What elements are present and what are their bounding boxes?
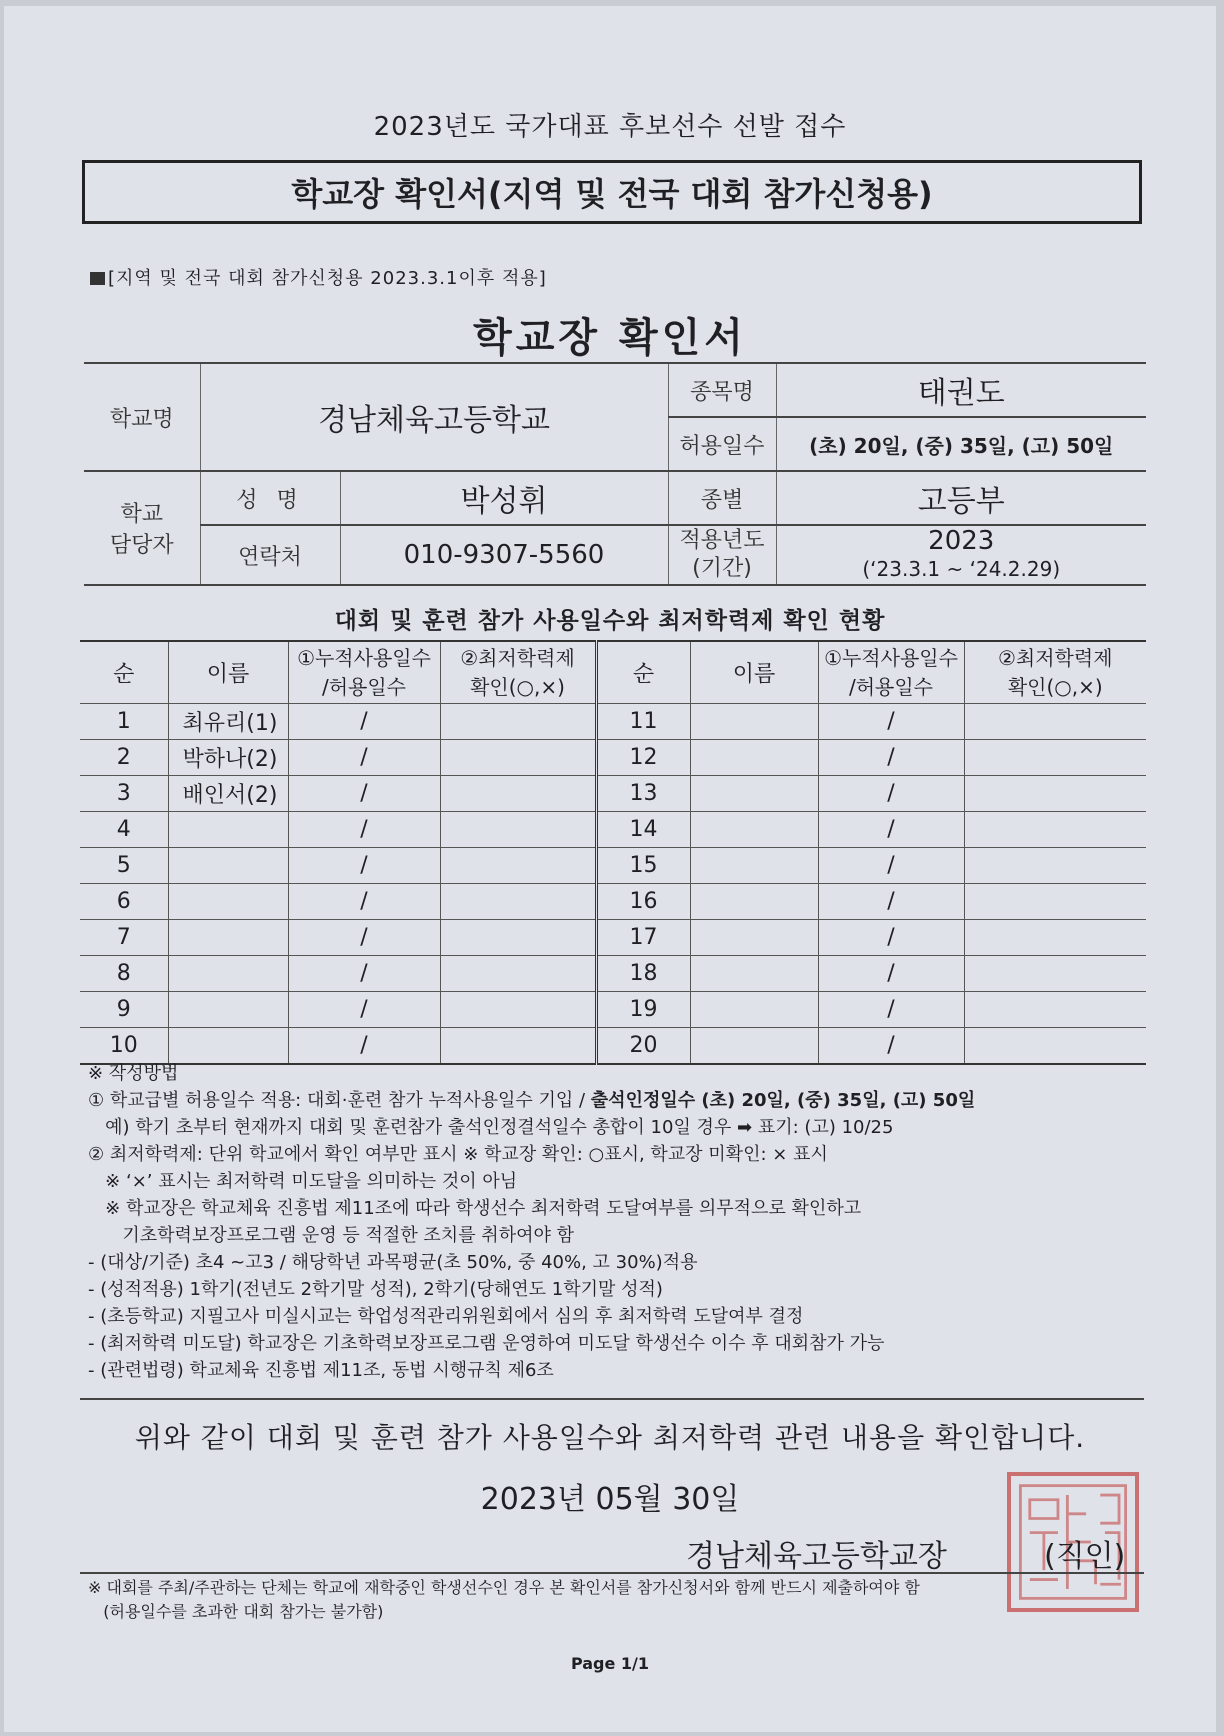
- roster-days: /: [818, 848, 964, 884]
- col-days-line1: ①누적사용일수: [824, 645, 958, 670]
- contact-label: 연락처: [200, 525, 340, 585]
- method-line: 기초학력보장프로그램 운영 등 적절한 조치를 취하여야 함: [88, 1225, 574, 1246]
- roster-no: 6: [80, 884, 168, 920]
- roster-days: /: [818, 776, 964, 812]
- roster-no: 15: [596, 848, 690, 884]
- roster-name: [168, 1028, 288, 1065]
- roster-days: /: [288, 776, 440, 812]
- roster-no: 12: [596, 740, 690, 776]
- roster-row: [80, 740, 1146, 776]
- roster-days: /: [288, 992, 440, 1028]
- confirmation-text: 위와 같이 대회 및 훈련 참가 사용일수와 최저학력 관련 내용을 확인합니다.: [134, 1421, 1086, 1454]
- roster-name: 최유리(1): [168, 704, 288, 740]
- header-line: 2023년도 국가대표 후보선수 선발 접수: [373, 112, 847, 142]
- roster-no: 8: [80, 956, 168, 992]
- manager-label-line2: 담당자: [109, 533, 174, 558]
- roster-row: [80, 1028, 1146, 1065]
- roster-no: 3: [80, 776, 168, 812]
- roster-name: [690, 812, 818, 848]
- roster-name: [690, 776, 818, 812]
- roster-days: /: [818, 884, 964, 920]
- method-line: - (성적적용) 1학기(전년도 2학기말 성적), 2학기(당해연도 1학기말 성적): [88, 1279, 663, 1300]
- period-value: (‘23.3.1 ~ ‘24.2.29): [862, 557, 1061, 581]
- roster-row: [80, 704, 1146, 740]
- form-title: 학교장 확인서(지역 및 전국 대회 참가신청용): [291, 175, 933, 213]
- roster-days: /: [288, 884, 440, 920]
- roster-min-check: [964, 776, 1146, 812]
- main-title: 학교장 확인서: [473, 315, 747, 361]
- method-line: - (관련법령) 학교체육 진흥법 제11조, 동법 시행규칙 제6조: [88, 1360, 554, 1381]
- roster-no: 13: [596, 776, 690, 812]
- roster-min-check: [964, 992, 1146, 1028]
- allowed-days-value: (초) 20일, (중) 35일, (고) 50일: [776, 417, 1146, 471]
- roster-row: [80, 812, 1146, 848]
- roster-days: /: [288, 704, 440, 740]
- roster-name: [168, 884, 288, 920]
- form-title-box: [82, 160, 1142, 224]
- roster-name: [690, 884, 818, 920]
- footnote-line: (허용일수를 초과한 대회 참가는 불가함): [88, 1602, 384, 1621]
- roster-row: [80, 956, 1146, 992]
- roster-no: 20: [596, 1028, 690, 1065]
- roster-days: /: [818, 920, 964, 956]
- roster-name: [690, 992, 818, 1028]
- roster-days: /: [818, 704, 964, 740]
- roster-min-check: [440, 1028, 596, 1065]
- footnote: [88, 1576, 1148, 1624]
- roster-days: /: [288, 1028, 440, 1065]
- roster-row: [80, 992, 1146, 1028]
- col-no-right: 순: [596, 641, 690, 704]
- method-line: - (최저학력 미도달) 학교장은 기초학력보장프로그램 운영하여 미도달 학생선수 이수 후 대회참가 가능: [88, 1333, 885, 1354]
- year-label: [668, 525, 776, 585]
- roster-min-check: [440, 776, 596, 812]
- school-label: 학교명: [84, 363, 200, 471]
- roster-days: /: [818, 992, 964, 1028]
- year-cell: [776, 525, 1146, 585]
- divider: [80, 1398, 1144, 1400]
- roster-no: 9: [80, 992, 168, 1028]
- school-value: 경남체육고등학교: [200, 363, 668, 471]
- roster-min-check: [440, 740, 596, 776]
- manager-name: 박성휘: [340, 471, 668, 525]
- col-days-line2: /허용일수: [848, 674, 934, 699]
- method-heading: ※ 작성방법: [88, 1063, 179, 1084]
- year-label-line1: 적용년도: [679, 528, 765, 553]
- roster-min-check: [440, 812, 596, 848]
- seal-label: (직인): [1044, 1539, 1126, 1574]
- year-value: 2023: [928, 526, 995, 556]
- roster-name: [168, 848, 288, 884]
- allowed-days-label: 허용일수: [668, 417, 776, 471]
- info-table: [84, 362, 1146, 586]
- roster-name: [690, 1028, 818, 1065]
- applicability-note-text: [지역 및 전국 대회 참가신청용 2023.3.1이후 적용]: [108, 268, 547, 289]
- roster-min-check: [964, 956, 1146, 992]
- roster-no: 2: [80, 740, 168, 776]
- roster-days: /: [818, 740, 964, 776]
- roster-row: [80, 920, 1146, 956]
- writing-method: [88, 1060, 1168, 1384]
- roster-no: 19: [596, 992, 690, 1028]
- roster-table: [80, 640, 1146, 1065]
- roster-subtitle: 대회 및 훈련 참가 사용일수와 최저학력제 확인 현황: [334, 608, 886, 634]
- roster-min-check: [964, 1028, 1146, 1065]
- roster-name: 박하나(2): [168, 740, 288, 776]
- confirmation-date: 2023년 05월 30일: [480, 1482, 740, 1517]
- contact-value: 010-9307-5560: [340, 525, 668, 585]
- method-line: ※ 학교장은 학교체육 진흥법 제11조에 따라 학생선수 최저학력 도달여부를 의무적으로 확인하고: [88, 1198, 862, 1219]
- roster-min-check: [964, 812, 1146, 848]
- roster-min-check: [964, 740, 1146, 776]
- roster-min-check: [440, 884, 596, 920]
- col-days-line1: ①누적사용일수: [297, 645, 431, 670]
- roster-no: 5: [80, 848, 168, 884]
- roster-name: [168, 812, 288, 848]
- roster-no: 18: [596, 956, 690, 992]
- method-line: ※ ‘×’ 표시는 최저학력 미도달을 의미하는 것이 아님: [88, 1171, 518, 1192]
- roster-name: [690, 740, 818, 776]
- roster-min-check: [440, 992, 596, 1028]
- roster-min-check: [964, 704, 1146, 740]
- roster-no: 4: [80, 812, 168, 848]
- roster-days: /: [288, 920, 440, 956]
- roster-name: [690, 920, 818, 956]
- roster-name: [168, 956, 288, 992]
- applicability-note: [90, 264, 547, 290]
- roster-name: 배인서(2): [168, 776, 288, 812]
- roster-header-row: [80, 641, 1146, 704]
- roster-row: [80, 848, 1146, 884]
- roster-min-check: [440, 848, 596, 884]
- sport-value: 태권도: [776, 363, 1146, 417]
- method-line: 예) 학기 초부터 현재까지 대회 및 훈련참가 출석인정결석일수 총합이 10일 경우 ➡ 표기: (고) 10/25: [88, 1117, 894, 1138]
- roster-name: [690, 704, 818, 740]
- square-bullet-icon: [90, 272, 105, 285]
- roster-no: 14: [596, 812, 690, 848]
- roster-min-check: [440, 956, 596, 992]
- year-label-line2: (기간): [692, 556, 752, 581]
- roster-no: 17: [596, 920, 690, 956]
- division-value: 고등부: [776, 471, 1146, 525]
- method-line: ② 최저학력제: 단위 학교에서 확인 여부만 표시 ※ 학교장 확인: ○표시, 학교장 미확인: × 표시: [88, 1144, 828, 1165]
- col-min-line2: 확인(○,×): [470, 674, 565, 699]
- division-label: 종별: [668, 471, 776, 525]
- principal-name: 경남체육고등학교장: [686, 1539, 947, 1574]
- roster-no: 1: [80, 704, 168, 740]
- roster-no: 7: [80, 920, 168, 956]
- roster-min-check: [440, 920, 596, 956]
- roster-min-check: [964, 884, 1146, 920]
- roster-min-check: [964, 920, 1146, 956]
- roster-days: /: [288, 848, 440, 884]
- col-days-line2: /허용일수: [321, 674, 407, 699]
- roster-no: 11: [596, 704, 690, 740]
- document-page: [4, 6, 1216, 1732]
- col-days-left: [288, 641, 440, 704]
- method-line: - (대상/기준) 초4 ~고3 / 해당학년 과목평균(초 50%, 중 40%, 고 30%)적용: [88, 1252, 698, 1273]
- col-min-left: [440, 641, 596, 704]
- name-label: 성 명: [200, 471, 340, 525]
- col-name-right: 이름: [690, 641, 818, 704]
- col-name-left: 이름: [168, 641, 288, 704]
- col-min-right: [964, 641, 1146, 704]
- col-min-line1: ②최저학력제: [460, 645, 575, 670]
- method-line: [88, 1087, 1168, 1114]
- roster-no: 16: [596, 884, 690, 920]
- roster-no: 10: [80, 1028, 168, 1065]
- method-line-bold: 출석인정일수 (초) 20일, (중) 35일, (고) 50일: [590, 1090, 976, 1111]
- roster-days: /: [288, 740, 440, 776]
- roster-days: /: [288, 956, 440, 992]
- manager-label-line1: 학교: [120, 502, 163, 527]
- roster-days: /: [818, 812, 964, 848]
- roster-days: /: [818, 1028, 964, 1065]
- roster-name: [690, 848, 818, 884]
- roster-name: [168, 992, 288, 1028]
- roster-min-check: [440, 704, 596, 740]
- col-min-line1: ②최저학력제: [997, 645, 1113, 670]
- manager-label: [84, 471, 200, 585]
- roster-min-check: [964, 848, 1146, 884]
- roster-row: [80, 884, 1146, 920]
- col-no-left: 순: [80, 641, 168, 704]
- page-number: Page 1/1: [570, 1654, 650, 1673]
- roster-name: [168, 920, 288, 956]
- col-days-right: [818, 641, 964, 704]
- divider: [80, 1572, 1144, 1574]
- method-line: - (초등학교) 지필고사 미실시교는 학업성적관리위원회에서 심의 후 최저학력 도달여부 결정: [88, 1306, 804, 1327]
- footnote-line: ※ 대회를 주최/주관하는 단체는 학교에 재학중인 학생선수인 경우 본 확인서를 참가신청서와 함께 반드시 제출하여야 함: [88, 1578, 920, 1597]
- roster-row: [80, 776, 1146, 812]
- method-line-text: ① 학교급별 허용일수 적용: 대회·훈련 참가 누적사용일수 기입 /: [88, 1090, 591, 1111]
- col-min-line2: 확인(○,×): [1007, 674, 1103, 699]
- sport-label: 종목명: [668, 363, 776, 417]
- roster-days: /: [818, 956, 964, 992]
- roster-name: [690, 956, 818, 992]
- roster-days: /: [288, 812, 440, 848]
